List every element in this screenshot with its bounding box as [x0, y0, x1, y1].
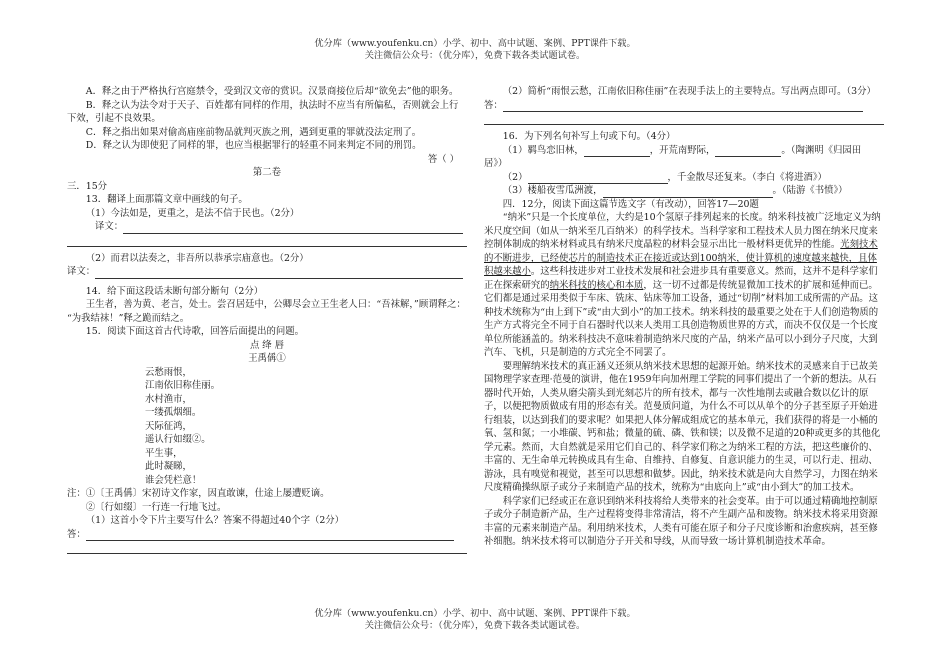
- passage-text: “纳米”只是一个长度单位，大约是10个氢原子排列起来的长度。纳米科技被广泛地定义为纳米尺度空间（如从一纳米至几百纳米）的科学技术。当科学家和工程技术人员力图在纳米尺度来控制体制成的纳米材料或具有纳米尺度晶粒的材料会显示出比一般材料更优异的性能。: [484, 212, 881, 250]
- poem-body: [67, 366, 467, 488]
- poem-line: 此时凝睇，: [145, 461, 192, 472]
- translation-1-row: [67, 220, 467, 234]
- fill-blank[interactable]: [584, 146, 650, 157]
- passage-paragraph-2: 要理解纳米技术的真正涵义还须从纳米技术思想的起源开始。纳米技术的灵感来自于已故美国物理学家查理·范曼的演讲，他在1959年向加州理工学院的同事们提出了一个新的想法。从石器时代开始，人类从磨尖箭头到光刻芯片的所有技术，都与一次性地削去或融合数以亿计的原子，以便把物质做成有用的形态有关。范曼质问道，为什么不可以从单个的分子甚至原子开始进行组装，以达到我们的要求呢？如果把人体分解成组成它的基本单元，我们获得的将是一小桶的氧、氢和氮；一小堆碳、钙和盐；微量的硫、磷、铁和镁；以及微不足道的20种或更多的其他化学元素。然而，大自然就是采用它们自己的、科学家们称之为纳米工程的方法，把这些廉价的、丰富的、无生命单元转换成具有生命、自维持、自修复、自意识能力的生灵，可以行走、扭动、游泳，具有嗅觉和视觉，甚至可以思想和做梦。因此，纳米技术就是向大自然学习，力图在纳米尺度精确操纵原子或分子来制造产品的技术，统称为“由底向上”或“由小到大”的加工技术。: [484, 360, 881, 493]
- question-16-1: [484, 144, 884, 158]
- question-15-2: （2）简析“雨恨云愁，江南依旧称佳丽”在表现手法上的主要特点。写出两点即可。（3分）: [502, 86, 876, 97]
- q16-1-part-a: （1）羁鸟恋旧林，: [502, 144, 584, 156]
- q16-2-part-b: ，千金散尽还复来。（李白《将进酒》）: [667, 171, 827, 183]
- poem-author: 王禹偁①: [248, 353, 286, 364]
- translation-2-label: 译文：: [67, 266, 96, 277]
- underlined-phrase: 纳米科技的核心和本质: [549, 279, 644, 291]
- answer-label: 答：: [484, 99, 503, 111]
- translation-1-blank[interactable]: [123, 223, 463, 234]
- q16-2-part-a: （2）: [502, 171, 528, 183]
- poem-line: 平生事，: [145, 447, 183, 459]
- question-16-2: [484, 171, 884, 185]
- question-16-1-cont: 居》）: [484, 158, 508, 169]
- footer-line-1: 优分库（www.youfenku.cn）小学、初中、高中试题、案例、PPT课件下载。: [314, 608, 636, 619]
- question-15-1: （1）这首小令下片主要写什么？答案不得超过40个字（2分）: [85, 515, 345, 526]
- q16-3-part-a: （3）楼船夜雪瓜洲渡，: [502, 185, 603, 196]
- poem-line: 谁会凭栏意！: [145, 474, 202, 486]
- poem-line: 遥认行如缀②。: [145, 434, 211, 445]
- section-three-heading: 三．15分: [67, 180, 108, 192]
- question-13-2: （2）而君以法奏之，非吾所以恭承宗庙意也。（2分）: [85, 252, 309, 264]
- question-14-text-2: “为我结袜！”释之跪而结之。: [67, 312, 190, 324]
- part-two-title: 第二卷: [252, 167, 282, 178]
- right-column: [484, 85, 884, 549]
- fill-blank[interactable]: [528, 173, 668, 184]
- poem-line: 江南依旧称佳丽。: [145, 380, 221, 391]
- translation-2-row: [67, 265, 467, 279]
- option-d: D．释之认为即使犯了同样的罪，也应当根据罪行的轻重不同来判定不同的刑罚。: [85, 140, 422, 151]
- poem-line: 水村渔市，: [145, 393, 192, 405]
- poem-line: 天际征鸿，: [145, 420, 192, 432]
- footer-line-2: 关注微信公众号：（优分库），免费下载各类试题试卷。: [364, 620, 586, 631]
- answer-row: [484, 99, 884, 113]
- option-b-line2: 下效，引起不良效果。: [67, 113, 161, 124]
- q16-1-part-b: ，开荒南野际，: [649, 144, 716, 156]
- question-16-3: [484, 184, 884, 198]
- q16-3-part-b: 。（陆游《书愤》）: [772, 185, 848, 196]
- question-15: 15．阅读下面这首古代诗歌，回答后面提出的问题。: [85, 326, 304, 337]
- translation-2-blank[interactable]: [95, 268, 463, 279]
- q16-1-part-c: 。（陶渊明《归园田: [781, 144, 862, 156]
- answer-blank-line[interactable]: [86, 530, 454, 541]
- answer-blank: 答（ ）: [427, 153, 459, 165]
- question-13-1: （1）今法如是，更重之，是法不信于民也。（2分）: [85, 207, 300, 219]
- poem-line: 一缕孤烟细。: [145, 407, 202, 418]
- section-four-heading: 四．12分，阅读下面这篇节选文字（有改动），回答17—20题: [502, 198, 759, 210]
- answer-rule[interactable]: [484, 116, 884, 125]
- fill-blank[interactable]: [603, 187, 773, 198]
- question-14-text-1: 王生者，善为黄、老言，处士。尝召居廷中，公卿尽会立王生老人曰：“吾袜解，”顾谓释之：: [85, 299, 466, 310]
- answer-rule[interactable]: [67, 238, 467, 247]
- question-14: 14．给下面这段话未断句部分断句（2分）: [85, 285, 264, 297]
- passage-text: ，这一切不过都是传统显微加工技术的扩展和延伸而已。它们都是通过采用类似于车床、铣床、钻床等加工设备，通过“切削”材料加工成所需的产品。这种技术统称为“由上到下”或“由大到小”的加工技术。纳米科技的最重要之处在于人们创造物质的生产方式将完全不同于自石器时代以来人类用工具创造物质世界的方式，而决不仅仅是一个长度单位所能涵盖的。纳米科技决不意味着制造纳米尺度的产品，纳米产品可以小到分子尺度，大到汽车、飞机，只是制造的方式完全不同罢了。: [484, 279, 879, 358]
- poem-title: 点 绛 唇: [249, 339, 285, 351]
- option-c: C．释之指出如果对偷高庙座前物品就判灭族之刑，遇到更重的罪就没法定刑了。: [85, 126, 422, 138]
- translation-1-label: 译文：: [95, 221, 124, 232]
- left-column: [67, 85, 467, 559]
- page-header: [0, 38, 950, 62]
- passage-paragraph-3: 科学家们已经或正在意识到纳米科技将给人类带来的社会变革。由于可以通过精确地控制原子或分子制造新产品，生产过程将变得非常清洁，将不产生副产品和废物。纳米技术将采用资源丰富的元素来制造产品。利用纳米技术，人类有可能在原子和分子尺度诊断和治愈疾病，甚至修补细胞。纳米技术将可以制造分子开关和导线，从而导致一场计算机制造技术革命。: [484, 495, 878, 547]
- option-a: A．释之由于严格执行宫庭禁令，受到汉文帝的赏识。汉景商接位后却“欲免去”他的职务。: [85, 86, 459, 97]
- fill-blank[interactable]: [715, 146, 781, 157]
- poem-note-1: 注：①〔王禹偁〕宋初诗文作家，因直敢谏，仕途上屡遭贬谪。: [67, 488, 330, 499]
- question-16: 16．为下列名句补写上句或下句。（4分）: [502, 131, 676, 142]
- answer-blank-line[interactable]: [503, 101, 863, 112]
- passage-paragraph-1: [484, 211, 884, 360]
- answer-label: 答：: [67, 528, 86, 540]
- poem-line: 云愁雨恨，: [145, 366, 192, 378]
- header-line-2: 关注微信公众号：（优分库），免费下载各类试题试卷。: [364, 50, 586, 61]
- answer-rule[interactable]: [67, 545, 467, 554]
- header-line-1: 优分库（www.youfenku.cn）小学、初中、高中试题、案例、PPT课件下载。: [314, 38, 636, 49]
- page-footer: [0, 608, 950, 632]
- passage-text: 。这些科技进步对工业技术发展和社会进步具有重要意义。然而，这并不是科学家们正在探索研究的: [484, 266, 878, 291]
- poem-note-2: ②〔行如缀〕一行连一行地飞过。: [85, 501, 227, 513]
- question-13: 13．翻译上面那篇文章中画线的句子。: [85, 194, 248, 205]
- underlined-sentence: 光刻技术的不断进步，已经使芯片的制造技术正在接近或达到100纳米，使计算机的速度越来越快，且体积越来越小: [484, 239, 878, 277]
- answer-row: [67, 528, 467, 542]
- option-b-line1: B．释之认为法令对于天子、百姓都有同样的作用，执法时不应当有所偏私，否则就会上行: [85, 99, 459, 111]
